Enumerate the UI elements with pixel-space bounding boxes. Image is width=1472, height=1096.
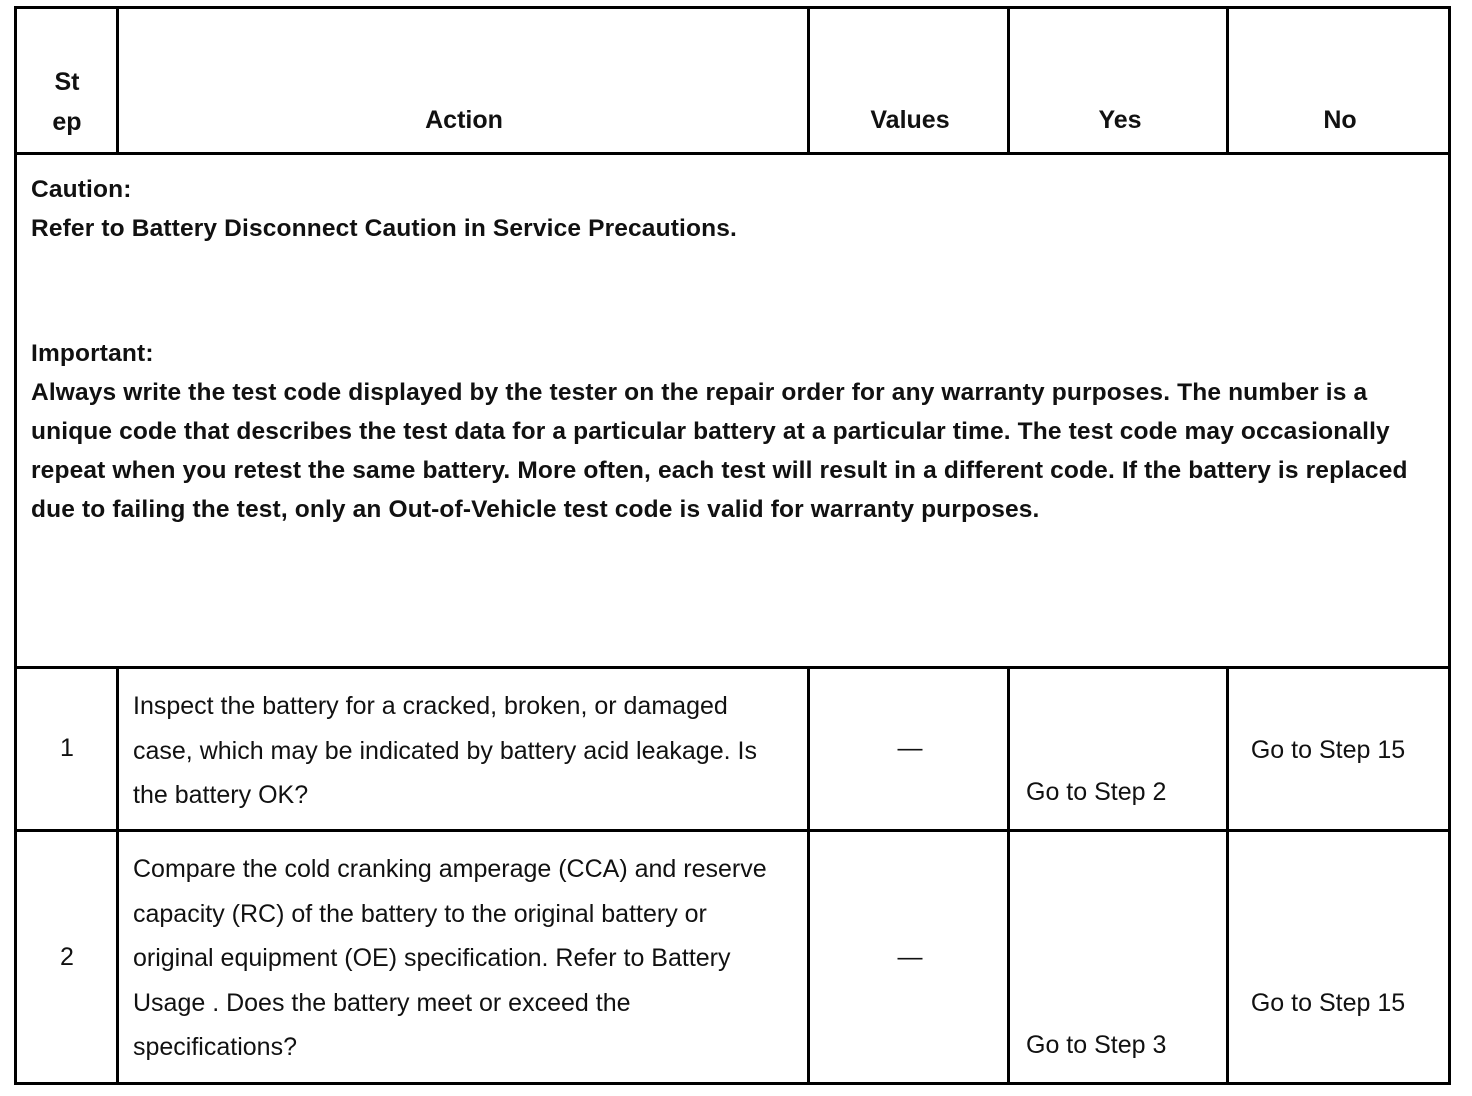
important-notice [31, 334, 1431, 529]
header-divider [14, 152, 1451, 155]
header-step-line1: St [54, 68, 80, 96]
table-border-top [14, 6, 1451, 9]
col-divider-action-body [807, 666, 810, 1085]
caution-text [31, 209, 1431, 248]
caution-text-prefix: Refer to Battery Disconnect Caution in [31, 215, 493, 242]
step-1-number: 1 [60, 734, 74, 762]
service-precautions-link[interactable]: Service Precautions. [492, 215, 737, 242]
row-divider [14, 829, 1451, 832]
header-no: No [1323, 106, 1357, 134]
table-border-left [14, 6, 17, 1085]
step-2-number: 2 [60, 943, 74, 971]
header-step-line2: ep [52, 108, 82, 136]
caution-label: Caution: [31, 176, 132, 203]
table-border-bottom [14, 1082, 1451, 1085]
step-1-yes[interactable]: Go to Step 2 [1026, 778, 1167, 806]
step-2-yes[interactable]: Go to Step 3 [1026, 1031, 1167, 1059]
header-yes: Yes [1098, 106, 1142, 134]
step-1-action: Inspect the battery for a cracked, broken, or damaged case, which may be indicated by battery acid leakage. Is the battery OK? [133, 692, 757, 809]
table-border-right [1448, 6, 1451, 1085]
caution-notice [31, 170, 1431, 248]
header-action: Action [425, 106, 503, 134]
important-text: Always write the test code displayed by the tester on the repair order for any warranty purposes. The number is a unique code that describes the test data for a particular battery at a particular time. The test code may occasionally repeat when you retest the same battery. More often, each test will result in a different code. If the battery is replaced due to failing the test, only an Out-of-Vehicle test code is valid for warranty purposes. [31, 379, 1408, 523]
col-divider-step-body [116, 666, 119, 1085]
step-2-values: — [897, 943, 923, 971]
notice-divider [14, 666, 1451, 669]
header-step [16, 62, 118, 142]
step-2-action: Compare the cold cranking amperage (CCA) and reserve capacity (RC) of the battery to the original battery or original equipment (OE) specification. Refer to Battery Usage . Does the battery meet or exceed the specifications? [133, 855, 767, 1061]
col-divider-values-body [1007, 666, 1010, 1085]
col-divider-yes-body [1226, 666, 1229, 1085]
step-1-values: — [897, 734, 923, 762]
header-values: Values [870, 106, 950, 134]
step-2-no[interactable]: Go to Step 15 [1250, 989, 1406, 1017]
step-1-no[interactable]: Go to Step 15 [1250, 736, 1406, 764]
important-label: Important: [31, 340, 154, 367]
